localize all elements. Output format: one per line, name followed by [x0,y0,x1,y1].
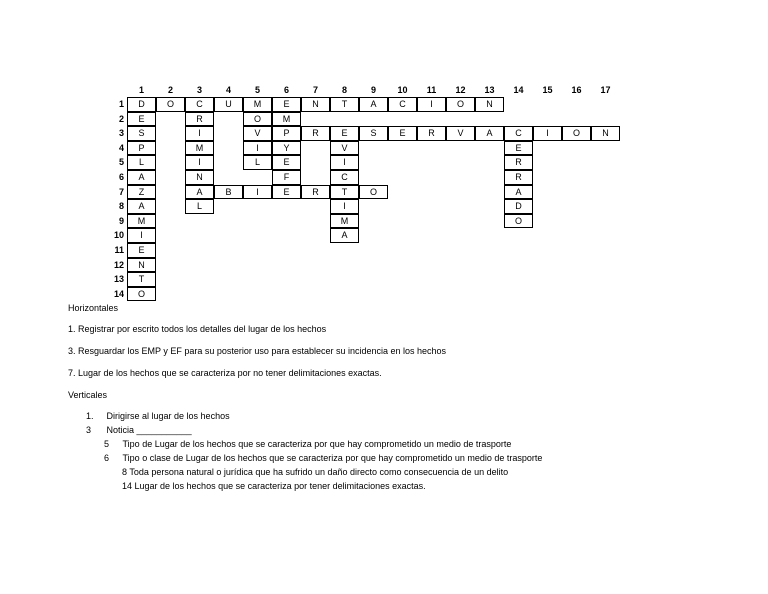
crossword-cell: A [475,126,504,141]
clue-number: 5 [104,439,110,449]
vertical-clue-3 [86,425,192,435]
clue-number: 1. [86,411,94,421]
row-number: 5 [118,157,124,168]
vertical-clue-1 [86,411,230,421]
column-number: 11 [426,85,437,95]
crossword-cell: U [214,97,243,112]
column-number: 10 [397,85,408,95]
crossword-cell: S [127,126,156,141]
crossword-cell: M [330,214,359,229]
crossword-cell: C [504,126,533,141]
crossword-cell: I [417,97,446,112]
crossword-cell: R [504,170,533,185]
crossword-cell: O [156,97,185,112]
crossword-cell: E [388,126,417,141]
column-number: 6 [283,85,289,95]
row-number: 12 [113,259,124,270]
crossword-cell: A [359,97,388,112]
column-number: 13 [484,85,495,95]
crossword-cell: O [562,126,591,141]
vertical-clue-6 [104,453,542,463]
crossword-cell: D [504,199,533,214]
horizontal-clue-3: 3. Resguardar los EMP y EF para su posterior uso para establecer su incidencia en los hechos [68,346,447,356]
clue-text: Noticia ___________ [106,425,192,435]
column-number: 16 [571,85,582,95]
crossword-cell: E [272,185,301,200]
column-number: 5 [254,85,260,95]
crossword-cell: R [504,155,533,170]
row-number: 13 [113,274,124,285]
crossword-cell: I [330,199,359,214]
clue-number: 6 [104,453,110,463]
column-number: 12 [455,85,466,95]
crossword-cell: S [359,126,388,141]
crossword-cell: M [127,214,156,229]
crossword-cell: V [330,141,359,156]
crossword-cell: I [127,228,156,243]
row-number: 4 [118,142,124,153]
crossword-cell: L [243,155,272,170]
crossword-cell: E [272,155,301,170]
column-number: 1 [138,85,144,95]
vertical-clue-8 [122,467,508,477]
crossword-cell: N [301,97,330,112]
horizontal-clue-7: 7. Lugar de los hechos que se caracteriza por no tener delimitaciones exactas. [68,368,382,378]
row-number: 6 [118,172,124,182]
crossword-cell: N [127,258,156,273]
column-number: 9 [370,85,376,95]
row-number: 1 [118,99,124,109]
crossword-cell: B [214,185,243,200]
row-number: 11 [114,245,124,255]
crossword-cell: V [243,126,272,141]
crossword-cell: N [475,97,504,112]
crossword-cell: E [330,126,359,141]
row-number: 10 [113,230,124,241]
crossword-cell: I [243,185,272,200]
crossword-cell: C [388,97,417,112]
horizontal-clue-1: 1. Registrar por escrito todos los detalles del lugar de los hechos [68,324,327,334]
crossword-cell: E [127,243,156,258]
clue-text: Tipo de Lugar de los hechos que se caracteriza por que hay comprometido un medio de trasporte [122,439,512,449]
crossword-cell: T [330,185,359,200]
row-number: 7 [118,186,124,197]
row-number: 3 [118,128,124,139]
column-number: 3 [196,85,202,95]
crossword-cell: M [243,97,272,112]
row-number: 2 [118,113,124,124]
crossword-cell: Y [272,141,301,156]
crossword-cell: O [243,112,272,127]
crossword-cell: L [185,199,214,214]
crossword-cell: P [127,141,156,156]
crossword-cell: V [446,126,475,141]
crossword-cell: R [417,126,446,141]
crossword-cell: T [127,272,156,287]
clue-text: Dirigirse al lugar de los hechos [106,411,230,421]
crossword-cell: Z [127,185,156,200]
column-number: 14 [513,85,524,95]
crossword-cell: D [127,97,156,112]
crossword-cell: M [272,112,301,127]
crossword-cell: A [330,228,359,243]
row-number: 14 [113,288,124,299]
clue-text: Tipo o clase de Lugar de los hechos que se caracteriza por que hay comprometido un medio de trasporte [122,453,543,463]
clue-number: 3 [86,425,92,435]
crossword-cell: O [446,97,475,112]
crossword-cell: P [272,126,301,141]
crossword-cell: C [185,97,214,112]
crossword-cell: E [127,112,156,127]
crossword-cell: R [185,112,214,127]
crossword-cell: T [330,97,359,112]
crossword-cell: E [504,141,533,156]
crossword-cell: I [185,126,214,141]
crossword-cell: E [272,97,301,112]
crossword-cell: I [243,141,272,156]
vertical-clue-14 [122,481,426,491]
column-number: 8 [341,85,347,95]
clue-text: 8 Toda persona natural o jurídica que ha sufrido un daño directo como consecuencia de un delito [122,467,509,477]
horizontal-heading: Horizontales [68,303,119,313]
crossword-cell: M [185,141,214,156]
vertical-heading: Verticales [68,390,108,400]
crossword-cell: I [185,155,214,170]
row-number: 8 [118,201,124,212]
crossword-cell: R [301,185,330,200]
crossword-cell: I [330,155,359,170]
crossword-cell: O [359,185,388,200]
clue-text: 14 Lugar de los hechos que se caracteriza por tener delimitaciones exactas. [122,481,426,491]
crossword-cell: N [185,170,214,185]
crossword-cell: A [127,170,156,185]
column-number: 2 [167,85,173,95]
crossword-cell: O [504,214,533,229]
crossword-cell: C [330,170,359,185]
crossword-cell: A [127,199,156,214]
crossword-cell: I [533,126,562,141]
column-number: 15 [542,85,553,95]
row-number: 9 [118,215,124,226]
crossword-cell: R [301,126,330,141]
crossword-cell: A [504,185,533,200]
column-number: 4 [225,85,231,95]
crossword-cell: N [591,126,620,141]
column-number: 17 [600,85,611,95]
crossword-cell: L [127,155,156,170]
column-number: 7 [312,85,318,95]
crossword-cell: A [185,185,214,200]
vertical-clue-5 [104,439,511,449]
crossword-cell: F [272,170,301,185]
crossword-cell: O [127,287,156,302]
